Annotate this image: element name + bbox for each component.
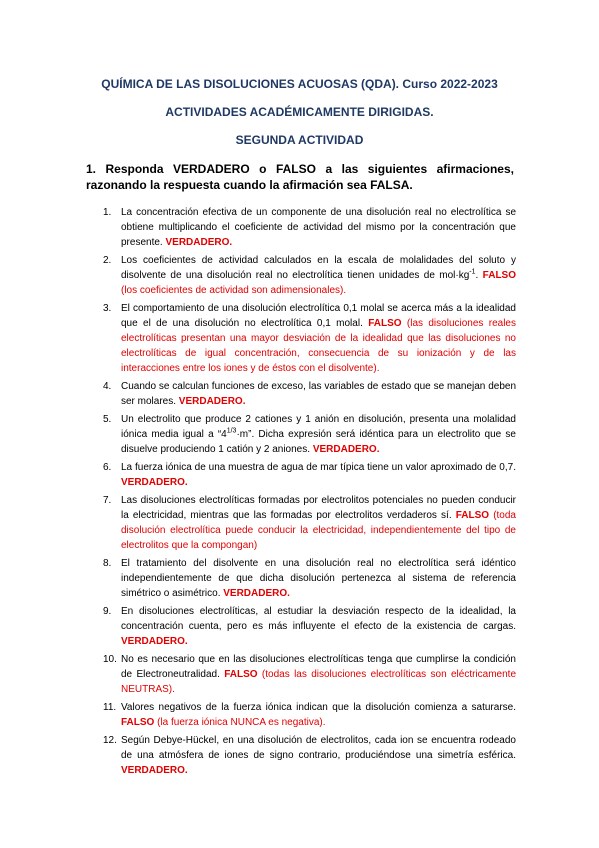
list-item: [84, 379, 516, 409]
list-item: [84, 493, 516, 553]
statement-text: La fuerza iónica de una muestra de agua de mar típica tiene un valor aproximado de 0,7.: [121, 462, 516, 473]
answer-label: VERDADERO: [165, 237, 230, 248]
list-item: [84, 604, 516, 649]
answer-tail: .: [184, 765, 188, 776]
item-number: 1.: [103, 207, 112, 218]
answer-label: VERDADERO: [223, 588, 288, 599]
item-number: 12.: [103, 735, 117, 746]
statement-text: Valores negativos de la fuerza iónica indican que la disolución comienza a saturarse.: [121, 702, 516, 713]
answer-tail: .: [287, 588, 290, 599]
statement-text: El comportamiento de una disolución electrolítica 0,1 molal se acerca más a la idealidad que el de una disolución no electrolítica 0,1 molal.: [121, 303, 516, 329]
answer-label: VERDADERO: [121, 636, 185, 647]
item-number: 3.: [103, 303, 112, 314]
answer-tail: .: [229, 237, 233, 248]
list-item: [84, 700, 516, 730]
item-number: 11.: [103, 702, 117, 713]
list-item: [84, 205, 516, 250]
list-item: [84, 733, 516, 778]
list-item: [84, 301, 516, 376]
answer-label: FALSO: [224, 669, 258, 680]
statement-text: La concentración efectiva de un componente de una disolución real no electrolítica se obtiene multiplicando el coeficiente de actividad del mismo por la concentración que presente.: [121, 207, 516, 248]
answer-explanation: (todas las disoluciones electrolíticas son eléctricamente NEUTRAS): [121, 669, 517, 695]
statement-text: No es necesario que en las disoluciones electrolíticas tenga que cumplirse la condición de Electroneutralidad.: [121, 654, 516, 680]
answer-label: FALSO: [482, 270, 517, 281]
statement-text: Cuando se calculan funciones de exceso, las variables de estado que se manejan deben ser molares.: [121, 381, 516, 407]
statement-text: En disoluciones electrolíticas, al estudiar la desviación respecto de la idealidad, la concentración cuenta, pero es más influyente el efecto de la existencia de cargas.: [121, 606, 516, 632]
item-number: 4.: [103, 381, 112, 392]
item-number: 7.: [103, 495, 112, 506]
statement-text-cont: ·m”. Dicha expresión será idéntica para un electrolito que se disuelve produciendo 1 catión y 2 aniones.: [121, 429, 516, 455]
answer-tail: .: [322, 717, 326, 728]
activity-heading: SEGUNDA ACTIVIDAD: [235, 133, 364, 147]
statement-list: [84, 205, 516, 781]
item-number: 10.: [103, 654, 117, 665]
item-number: 5.: [103, 414, 112, 425]
list-item: [84, 460, 516, 490]
item-number: 6.: [103, 462, 112, 473]
statement-punct: .: [475, 270, 479, 281]
superscript: 1/3: [226, 427, 237, 435]
answer-tail: .: [184, 636, 188, 647]
answer-label: FALSO: [121, 717, 155, 728]
answer-tail: .: [376, 363, 380, 374]
list-item: [84, 652, 516, 697]
document-title: QUÍMICA DE LAS DISOLUCIONES ACUOSAS (QDA). Curso 2022-2023: [101, 77, 498, 91]
statement-text: Las disoluciones electrolíticas formadas por electrolitos potenciales no pueden conducir la electricidad, mientras que las formadas por electrolitos verdaderos sí.: [121, 495, 516, 521]
question-intro: 1. Responda VERDADERO o FALSO a las siguientes afirmaciones, razonando la respuesta cuando la afirmación sea FALSA.: [86, 162, 514, 192]
answer-tail: .: [172, 684, 175, 695]
answer-label: VERDADERO: [312, 444, 377, 455]
answer-label: FALSO: [368, 318, 402, 329]
answer-explanation: (los coeficientes de actividad son adimensionales): [121, 285, 344, 296]
statement-text: Un electrolito que produce 2 cationes y 1 anión en disolución, presenta una molalidad iónica media igual a “4: [121, 414, 516, 440]
answer-tail: .: [184, 477, 188, 488]
answer-label: VERDADERO: [121, 765, 185, 776]
answer-tail: .: [242, 396, 246, 407]
answer-tail: .: [376, 444, 380, 455]
answer-explanation: (las disoluciones reales electrolíticas presentan una mayor desviación de la idealidad que las disoluciones no electrolíticas de igual concentración, consecuencia de su ionización y de las interacciones entre los iones y de éstos con el disolvente): [121, 318, 516, 374]
statement-text: El tratamiento del disolvente en una disolución real no electrolítica será idéntico independientemente de que dicha disolución pertenezca al sistema de referencia simétrico o asimétrico.: [121, 558, 516, 599]
answer-explanation: (toda disolución electrolítica puede conducir la electricidad, independientemente del tipo de electrolitos que la compongan): [121, 510, 516, 551]
list-item: [84, 556, 516, 601]
statement-text: Según Debye-Hückel, en una disolución de electrolitos, cada ion se encuentra rodeado de una atmósfera de iones de signo contrario, produciéndose una simetría esférica.: [121, 735, 516, 761]
item-number: 2.: [103, 255, 112, 266]
answer-label: FALSO: [455, 510, 490, 521]
statement-text: Los coeficientes de actividad calculados en la escala de molalidades del soluto y disolvente de una disolución real no electrolítica tienen unidades de mol·kg: [121, 255, 516, 281]
answer-explanation: (la fuerza iónica NUNCA es negativa): [157, 717, 323, 728]
item-number: 8.: [103, 558, 112, 569]
list-item: [84, 253, 516, 298]
answer-tail: .: [343, 285, 347, 296]
document-subtitle: ACTIVIDADES ACADÉMICAMENTE DIRIGIDAS.: [165, 105, 434, 119]
answer-label: VERDADERO: [121, 477, 185, 488]
answer-label: VERDADERO: [178, 396, 243, 407]
list-item: [84, 412, 516, 457]
item-number: 9.: [103, 606, 112, 617]
superscript: -1: [469, 268, 476, 276]
